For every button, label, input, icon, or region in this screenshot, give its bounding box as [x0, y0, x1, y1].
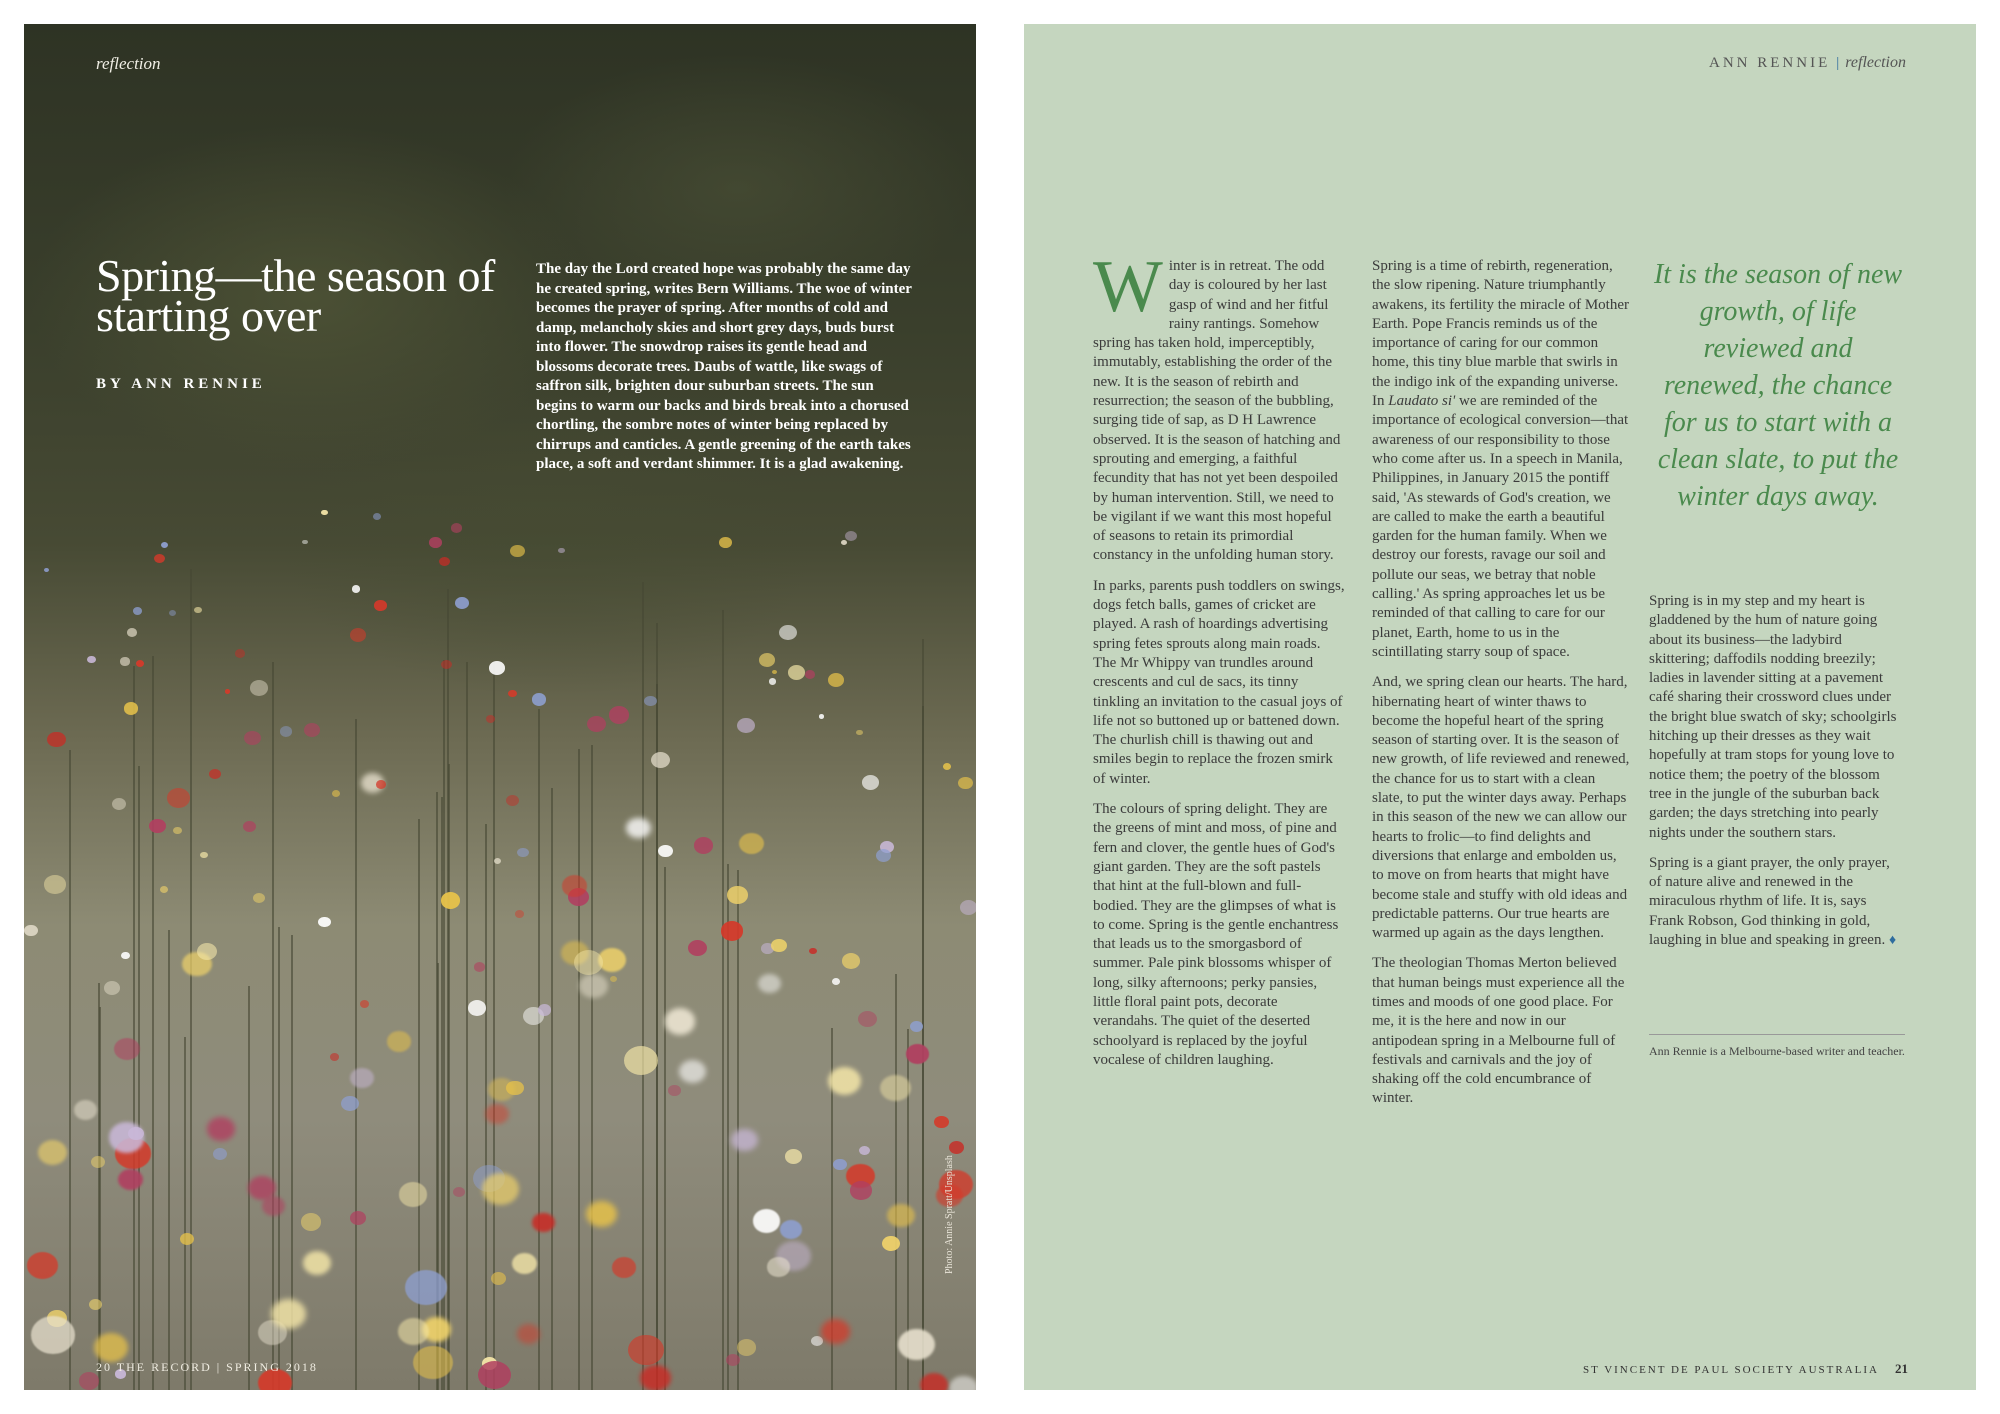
flower-stem [152, 656, 154, 1390]
wildflower [506, 795, 519, 806]
wildflower [508, 690, 517, 697]
wildflower [169, 610, 176, 616]
wildflower [91, 1156, 105, 1168]
wildflower [429, 537, 441, 548]
wildflower [250, 680, 269, 696]
wildflower [478, 1361, 511, 1389]
wildflower [558, 548, 564, 553]
wildflower [876, 849, 891, 862]
wildflower [517, 1324, 540, 1343]
wildflower [38, 1140, 68, 1165]
flower-stem [448, 764, 450, 1390]
wildflower [856, 730, 862, 735]
wildflower [303, 1251, 331, 1275]
flower-stem [591, 745, 593, 1390]
wildflower [739, 833, 764, 855]
wildflower [960, 900, 976, 915]
wildflower [628, 1335, 664, 1365]
body-paragraph: And, we spring clean our hearts. The hard, hibernating heart of winter thaws to become the hopeful heart of the spring season of starting over. It is the season of new growth, of life reviewed and renewed, the chance for us to start with a clean slate, to put the winter days away. Perhaps in this season of the new we can allow our hearts to frolic—to find delights and diversions that enlarge and embolden us, to move on from hearts that might have become stale and stuffy with old ideas and predictable patterns. Our true hearts are warmed up again as the days lengthen. [1372, 674, 1630, 942]
body-paragraph: Winter is in retreat. The odd day is coloured by her last gasp of wind and her fitful rainy rantings. Somehow spring has taken hold, imperceptibly, immutably, establishing the order of the new. It is the season of rebirth and resurrection; the season of the bubbling, surging tide of sap, as D H Lawrence observed. It is the season of hatching and sprouting and emerging, a faithful fecundity that has not yet been despoiled by human intervention. Still, we need to be vigilant if we want this most hopeful of seasons to retain its primordial constancy in the unfolding human story. [1093, 246, 1341, 564]
wildflower [949, 1376, 976, 1390]
wildflower [451, 523, 463, 533]
wildflower [610, 976, 618, 982]
wildflower [341, 1096, 359, 1111]
wildflower [694, 837, 713, 853]
wildflower [321, 510, 328, 516]
running-head-author: ANN RENNIE [1709, 55, 1831, 71]
flower-stem [538, 709, 540, 1390]
flower-stem [727, 864, 729, 1390]
wildflower [731, 1129, 758, 1152]
wildflower [679, 1060, 706, 1083]
section-label: reflection [96, 54, 161, 73]
wildflower [248, 1176, 276, 1200]
wildflower [194, 607, 202, 614]
wildflower [197, 943, 217, 960]
wildflower [721, 921, 744, 940]
body-column-2 [1372, 257, 1630, 1120]
wildflower [532, 693, 546, 705]
wildflower [882, 1236, 901, 1252]
wildflower [845, 531, 857, 541]
wildflower [494, 858, 501, 864]
wildflower [934, 1116, 948, 1128]
wildflower [44, 568, 49, 572]
article-intro: The day the Lord created hope was probably the same day he created spring, writes Bern Williams. The woe of winter becomes the prayer of spring. After months of cold and damp, melancholy skies and short grey days, buds burst into flower. The snowdrop raises its gentle head and blossoms decorate trees. Daubs of wattle, like swags of saffron silk, brighten dour suburban streets. The sun begins to warm our backs and birds break into a chorused chortling, the sombre notes of winter being replaced by chirrups and canticles. A gentle greening of the earth takes place, a soft and verdant shimmer. It is a glad awakening. [536, 261, 912, 472]
wildflower [515, 910, 524, 918]
wildflower [453, 1187, 466, 1198]
wildflower [586, 1201, 617, 1227]
wildflower [271, 1299, 307, 1329]
wildflower [841, 540, 847, 546]
wildflower [127, 628, 137, 637]
wildflower [350, 1211, 366, 1225]
wildflower [719, 537, 732, 548]
body-column-3 [1649, 592, 1905, 961]
wildflower [373, 513, 381, 520]
wildflower [898, 1329, 935, 1360]
wildflower [688, 940, 707, 956]
wildflower [173, 827, 181, 834]
wildflower [44, 875, 65, 893]
flower-stem [184, 1037, 186, 1390]
wildflower [235, 649, 245, 658]
wildflower [579, 974, 608, 998]
flower-stem [168, 930, 170, 1390]
article-title: Spring—the season of starting over [96, 250, 495, 341]
wildflower [805, 670, 816, 679]
wildflower [491, 1272, 506, 1285]
flower-stem [355, 719, 357, 1390]
wildflower [562, 875, 587, 896]
wildflower [350, 628, 367, 642]
flower-stem [642, 582, 644, 1390]
wildflower [737, 1339, 756, 1356]
wildflower [200, 852, 208, 858]
wildflower [665, 1008, 696, 1034]
wildflower [114, 1038, 140, 1060]
wildflower [785, 1149, 802, 1164]
wildflower [772, 670, 777, 674]
encyclical-title: Laudato si' [1388, 393, 1456, 410]
wildflower [374, 600, 386, 611]
wildflower [24, 925, 38, 936]
drop-cap: W [1093, 246, 1163, 328]
wildflower [862, 775, 879, 790]
wildflower [906, 1044, 929, 1063]
flower-stem [722, 610, 724, 1390]
wildflower [207, 1117, 234, 1140]
wildflower [753, 1209, 781, 1233]
wildflower [737, 718, 755, 733]
body-column-1 [1093, 246, 1345, 1081]
running-head [1709, 54, 1906, 72]
left-page-photo [24, 24, 976, 1390]
page-number: 21 [1895, 1361, 1908, 1376]
wildflower [612, 1257, 636, 1277]
wildflower [332, 790, 340, 797]
wildflower [405, 1270, 447, 1305]
wildflower [858, 1011, 877, 1027]
wildflower [949, 1141, 964, 1154]
end-mark-icon: ♦ [1888, 933, 1897, 949]
wildflower [280, 726, 292, 736]
wildflower [850, 1181, 871, 1199]
flower-stem [664, 867, 666, 1390]
wildflower [136, 660, 144, 667]
wildflower [74, 1100, 98, 1120]
wildflower [413, 1346, 452, 1379]
wildflower [376, 780, 386, 789]
byline: BY ANN RENNIE [96, 376, 266, 392]
wildflower [958, 777, 973, 790]
wildflower [486, 715, 496, 723]
wildflower [149, 819, 167, 834]
flower-stem [138, 766, 140, 1390]
wildflower [485, 1104, 509, 1124]
wildflower [441, 892, 461, 909]
publisher-name: ST VINCENT DE PAUL SOCIETY AUSTRALIA [1583, 1364, 1879, 1376]
wildflower [821, 1319, 850, 1344]
wildflower [517, 848, 528, 858]
wildflower [318, 917, 331, 928]
wildflower [574, 950, 604, 975]
wildflower [489, 661, 505, 674]
wildflower [819, 714, 824, 718]
wildflower [828, 1067, 862, 1096]
body-paragraph: In parks, parents push toddlers on swings, dogs fetch balls, games of cricket are played. A rash of hoardings advertising spring fetes sprouts along main roads. The Mr Whippy van trundles around crescents and cul de sacs, its tinny tinkling an invitation to the casual joys of life not so buttoned up or battened down. The churlish chill is thawing out and smiles begin to replace the frozen smirk of winter. [1093, 577, 1345, 787]
wildflower [243, 821, 256, 832]
running-head-section: reflection [1845, 54, 1906, 71]
body-paragraph: Spring is a time of rebirth, regeneration, the slow ripening. Nature triumphantly awakens, its fertility the miracle of Mother Earth. Pope Francis reminds us of the importance of caring for our common home, this tiny blue marble that swirls in the indigo ink of the expanding universe. In Laudato si' we are reminded of the importance of ecological conversion—that awareness of our responsibility to those who come after us. In a speech in Manila, Philippines, in January 2015 the pontiff said, 'As stewards of God's creation, we are called to make the earth a beautiful garden for the human family. When we destroy our forests, ravage our soil and pollute our seas, we betray that noble calling.' As spring approaches let us be reminded of that calling to care for our planet, Earth, home to us in the scintillating starry soup of space. [1372, 258, 1629, 660]
wildflower [887, 1204, 914, 1227]
wildflower [302, 540, 308, 545]
wildflower [506, 1081, 523, 1096]
wildflower [587, 716, 606, 732]
author-bio: Ann Rennie is a Melbourne-based writer and teacher. [1649, 1044, 1905, 1058]
wildflower [771, 939, 787, 953]
wildflower [811, 1336, 823, 1346]
wildflower [161, 542, 168, 548]
pull-quote: It is the season of new growth, of life reviewed and renewed, the chance for us to start with a clean slate, to put the winter days away. [1653, 259, 1903, 512]
wildflower [439, 557, 450, 566]
wildflower [121, 952, 130, 960]
wildflower [828, 673, 844, 687]
wildflower [455, 597, 469, 609]
running-head-separator: | [1836, 55, 1840, 71]
wildflower [253, 893, 265, 903]
wildflower [943, 763, 951, 770]
wildflower [399, 1182, 428, 1206]
wildflower [209, 769, 221, 779]
right-page [1024, 24, 1976, 1390]
wildflower [27, 1252, 59, 1279]
wildflower [330, 1053, 339, 1061]
wildflower [87, 656, 96, 664]
wildflower [832, 978, 840, 985]
wildflower [532, 1213, 554, 1232]
wildflower [213, 1148, 227, 1160]
wildflower [133, 607, 143, 615]
body-paragraph: Spring is in my step and my heart is gladdened by the hum of nature going about its business—the ladybird skittering; daffodils nodding breezily; ladies in lavender sitting at a pavement café sharing their crossword clues under the bright blue swatch of sky; schoolgirls hitching up their dresses as they wait hopefully at tram stops for young love to notice them; the poetry of the blossom tree in the jungle of the suburban back garden; the days stretching into pearly nights under the southern stars. [1649, 593, 1897, 841]
body-paragraph: The theologian Thomas Merton believed that human beings must experience all the times and moods of one good place. For me, it is the here and now in our antipodean spring in a Melbourne full of festivals and carnivals and the joy of shaking off the cold encumbrance of winter. [1372, 955, 1625, 1107]
wildflower [512, 1253, 537, 1274]
wildflower [154, 554, 165, 563]
wildflower [128, 1127, 144, 1141]
wildflower [47, 732, 65, 747]
flower-stem [656, 684, 658, 1390]
wildflower [758, 974, 781, 994]
wildflower [779, 625, 797, 640]
wildflower [833, 1159, 846, 1170]
wildflower [538, 1004, 552, 1016]
wildflower [651, 752, 670, 768]
wildflower [112, 798, 127, 811]
flower-stem [190, 569, 192, 1390]
wildflower [350, 1068, 374, 1089]
photo-credit: Photo: Annie Spratt/Unsplash [944, 1155, 955, 1274]
bio-divider [1649, 1034, 1905, 1035]
wildflower [640, 1365, 671, 1390]
wildflower [104, 981, 120, 995]
wildflower [626, 818, 650, 839]
flower-stem [272, 662, 274, 1390]
wildflower [360, 1000, 369, 1008]
flower-stem [133, 666, 135, 1390]
wildflower [468, 1000, 486, 1015]
wildflower [767, 1257, 790, 1276]
wildflower [780, 1220, 803, 1239]
wildflower [788, 665, 805, 680]
wildflower [79, 1372, 100, 1390]
wildflower [167, 788, 190, 808]
wildflower [244, 731, 261, 745]
wildflower [759, 653, 775, 667]
wildflower [510, 545, 525, 558]
wildflower [352, 585, 360, 592]
folio-left: 20 THE RECORD | SPRING 2018 [96, 1360, 318, 1374]
wildflower [180, 1233, 194, 1245]
flower-stem [466, 662, 468, 1390]
wildflower [809, 948, 817, 955]
wildflower [624, 1046, 658, 1075]
wildflower [301, 1213, 322, 1231]
wildflower [726, 1354, 740, 1366]
wildflower [474, 962, 486, 972]
wildflower [160, 886, 168, 893]
wildflower [94, 1333, 128, 1362]
flower-stem [99, 1007, 101, 1390]
wildflower [482, 1173, 519, 1205]
wildflower [910, 1021, 923, 1032]
wildflower [304, 723, 321, 737]
wildflower [120, 657, 129, 665]
wildflower [727, 886, 747, 903]
flower-stem [69, 750, 71, 1390]
wildflower [387, 1031, 411, 1051]
wildflower [31, 1316, 75, 1353]
wildflower [398, 1318, 429, 1345]
body-paragraph: Spring is a giant prayer, the only prayer, of nature alive and renewed in the miraculous rhythm of life. It is, says Frank Robson, God thinking in gold, laughing in blue and speaking in green. ♦ [1649, 854, 1897, 949]
flower-stem [895, 974, 897, 1390]
body-paragraph: The colours of spring delight. They are the greens of mint and moss, of pine and fern and clover, the gentle hues of God's giant garden. They are the soft pastels that hint at the full-blown and full-bodied. They are the glimpses of what is to come. Spring is the gentle enchantress that leads us to the smorgasbord of summer. Pale pink blossoms whisper of long, silky afternoons; perky pansies, little floral paint pots, decorate verandahs. The quiet of the deserted schoolyard is replaced by the joyful vocalese of children laughing. [1093, 801, 1339, 1068]
flower-stem [551, 788, 553, 1390]
wildflower [441, 660, 453, 670]
wildflower [644, 696, 657, 707]
wildflower [658, 845, 673, 858]
wildflower [842, 953, 860, 968]
wildflower [124, 702, 139, 715]
wildflower [668, 1085, 680, 1096]
wildflower [859, 1146, 870, 1155]
folio-right [1583, 1361, 1908, 1377]
flower-stem [578, 749, 580, 1390]
wildflower [769, 678, 777, 684]
wildflower [225, 689, 230, 694]
wildflower [609, 706, 629, 723]
wildflower [920, 1373, 948, 1390]
